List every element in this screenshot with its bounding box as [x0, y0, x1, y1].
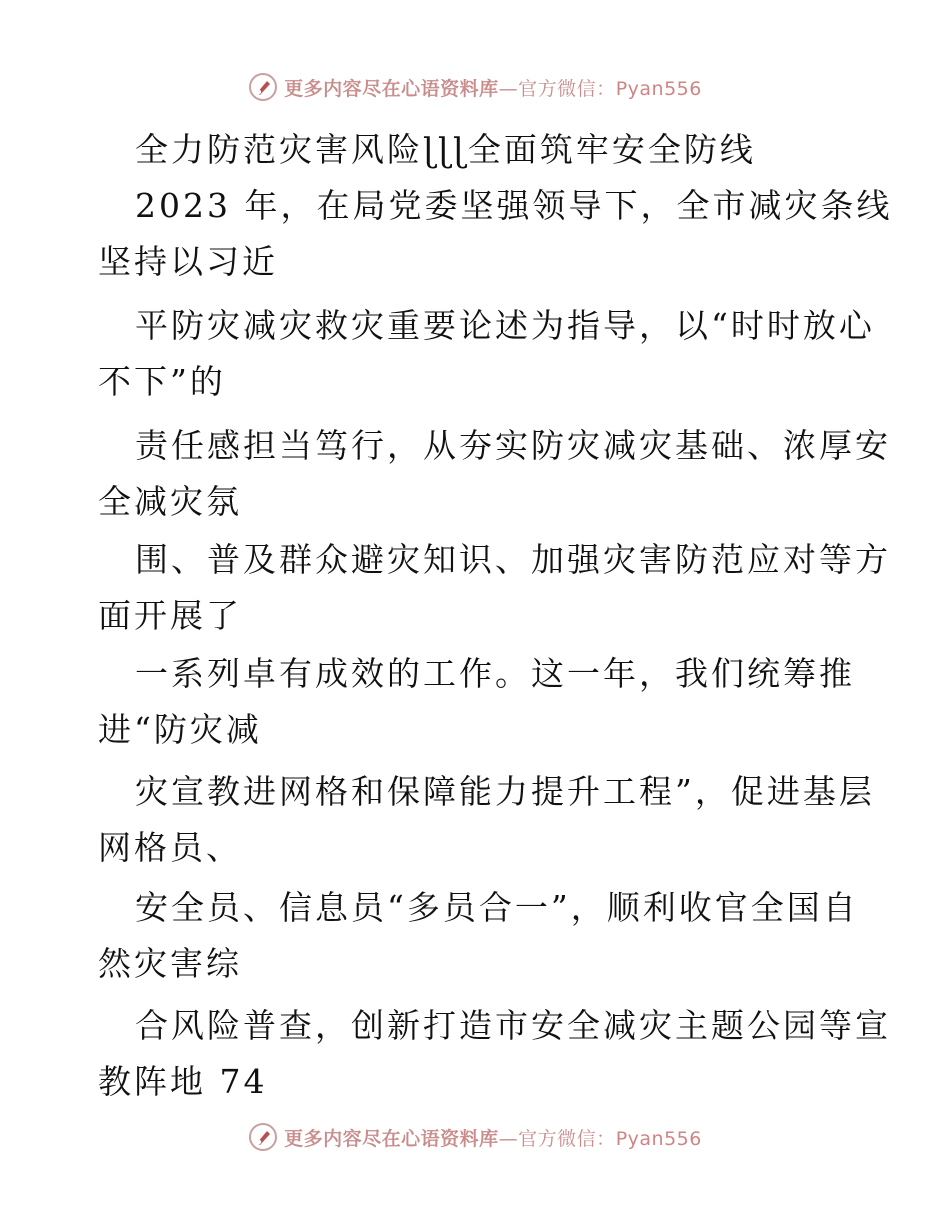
- paragraph-line: 合风险普查，创新打造市安全减灾主题公园等宣: [135, 1006, 891, 1045]
- paragraph-line: 责任感担当笃行，从夯实防灾减灾基础、浓厚安: [135, 426, 891, 465]
- paragraph-line: 坚持以习近: [98, 242, 278, 281]
- paragraph-line: 面开展了: [98, 596, 242, 635]
- document-title-line: 全力防范灾害风险ɭɭɭ全面筑牢安全防线: [135, 130, 756, 169]
- paragraph-line: 灾宣教进网格和保障能力提升工程”，促进基层: [135, 772, 875, 811]
- paragraph-line: 进“防灾减: [98, 710, 262, 749]
- watermark-official-label: 官方微信：: [518, 1127, 616, 1150]
- paragraph-line: 一系列卓有成效的工作。这一年，我们统筹推: [135, 654, 855, 693]
- paragraph-line: 安全员、信息员“多员合一”，顺利收官全国自: [135, 888, 859, 927]
- watermark-official-label: 官方微信：: [518, 77, 616, 100]
- header-watermark: [0, 72, 950, 102]
- watermark-wechat-id: Pyan556: [615, 77, 702, 100]
- watermark-separator: —: [498, 77, 519, 100]
- paragraph-line: 全减灾氛: [98, 482, 242, 521]
- footer-watermark: [0, 1122, 950, 1152]
- pen-nib-logo-icon: [248, 1122, 278, 1152]
- paragraph-line: 平防灾减灾救灾重要论述为指导，以“时时放心: [135, 306, 875, 345]
- paragraph-line: 网格员、: [98, 828, 242, 867]
- paragraph-line: 围、普及群众避灾知识、加强灾害防范应对等方: [135, 540, 891, 579]
- paragraph-line: 然灾害综: [98, 944, 242, 983]
- paragraph-line: 不下”的: [98, 362, 226, 401]
- paragraph-line: 教阵地 74: [98, 1062, 268, 1101]
- paragraph-line: 2023 年，在局党委坚强领导下，全市减灾条线: [135, 186, 893, 225]
- watermark-wechat-id: Pyan556: [615, 1127, 702, 1150]
- watermark-site-name: 更多内容尽在心语资料库: [284, 1127, 499, 1150]
- watermark-separator: —: [498, 1127, 519, 1150]
- pen-nib-logo-icon: [248, 72, 278, 102]
- watermark-site-name: 更多内容尽在心语资料库: [284, 77, 499, 100]
